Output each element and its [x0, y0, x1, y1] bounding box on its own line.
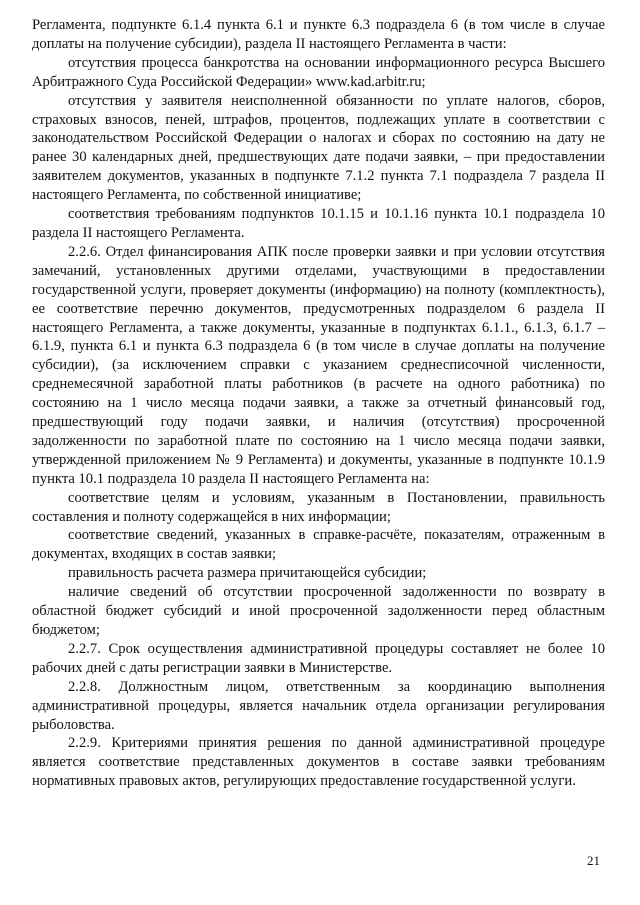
paragraph-7: соответствие сведений, указанных в справке-расчёте, показателям, отраженным в документах, входящих в состав заявки; — [32, 527, 605, 563]
paragraph-10: 2.2.7. Срок осуществления административной процедуры составляет не более 10 рабочих дней с даты регистрации заявки в Министерстве. — [32, 640, 605, 676]
paragraph-5: 2.2.6. Отдел финансирования АПК после проверки заявки и при условии отсутствия замечаний, установленных другими отделами, участвующими в предоставлении государственной услуги, проверяет документы (информацию) на полноту (комплектность), ее соответствие перечню документов, предусмотренных подразделом 6 раздела II настоящего Регламента, а также документы, указанные в подпунктах 6.1.1., 6.1.3, 6.1.7 – 6.1.9, пункта 6.1 и пункта 6.3 подраздела 6 (в том числе в случае доплаты на получение субсидии), (за исключением справки с указанием среднесписочной численности, среднемесячной заработной платы работников (в расчете на одного работника) по состоянию на 1 число месяца подачи заявки, а также за отчетный финансовый год, предшествующий году подачи заявки, и наличия (отсутствия) просроченной задолженности по заработной плате по состоянию на 1 число месяца подачи заявки, утвержденной приложением № 9 Регламента) и документы, указанные в подпункте 10.1.9 пункта 10.1 подраздела 10 раздела II настоящего Регламента на: — [32, 243, 605, 487]
paragraph-3: отсутствия у заявителя неисполненной обязанности по уплате налогов, сборов, страховых взносов, пеней, штрафов, процентов, подлежащих уплате в соответствии с законодательством Российской Федерации о налогах и сборах по состоянию на дату не ранее 30 календарных дней, предшествующих дате подачи заявки, – при предоставлении заявителем документов, указанных в подпункте 7.1.2 пункта 7.1 подраздела 7 раздела II настоящего Регламента, по собственной инициативе; — [32, 92, 605, 204]
paragraph-8: правильность расчета размера причитающейся субсидии; — [68, 565, 427, 582]
paragraph-1: Регламента, подпункте 6.1.4 пункта 6.1 и пункте 6.3 подраздела 6 (в том числе в случае доплаты на получение субсидии), раздела II настоящего Регламента в части: — [32, 17, 605, 52]
paragraph-11: 2.2.8. Должностным лицом, ответственным за координацию выполнения административной процедуры, является начальник отдела организации регулирования рыболовства. — [32, 678, 605, 733]
page-number: 21 — [587, 853, 600, 868]
paragraph-2: отсутствия процесса банкротства на основании информационного ресурса Высшего Арбитражного Суда Российской Федерации» www.kad.arbitr.ru; — [32, 54, 605, 90]
document-body — [32, 16, 605, 791]
paragraph-9: наличие сведений об отсутствии просроченной задолженности по возврату в областной бюджет субсидий и иной просроченной задолженности перед областным бюджетом; — [32, 584, 605, 638]
paragraph-4: соответствия требованиям подпунктов 10.1.15 и 10.1.16 пункта 10.1 подраздела 10 раздела II настоящего Регламента. — [32, 206, 605, 241]
paragraph-12: 2.2.9. Критериями принятия решения по данной административной процедуре является соответствие представленных документов в составе заявки требованиям нормативных правовых актов, регулирующих предоставление государственной услуги. — [32, 735, 605, 790]
paragraph-6: соответствие целям и условиям, указанным в Постановлении, правильность составления и полноту содержащейся в них информации; — [32, 489, 605, 525]
